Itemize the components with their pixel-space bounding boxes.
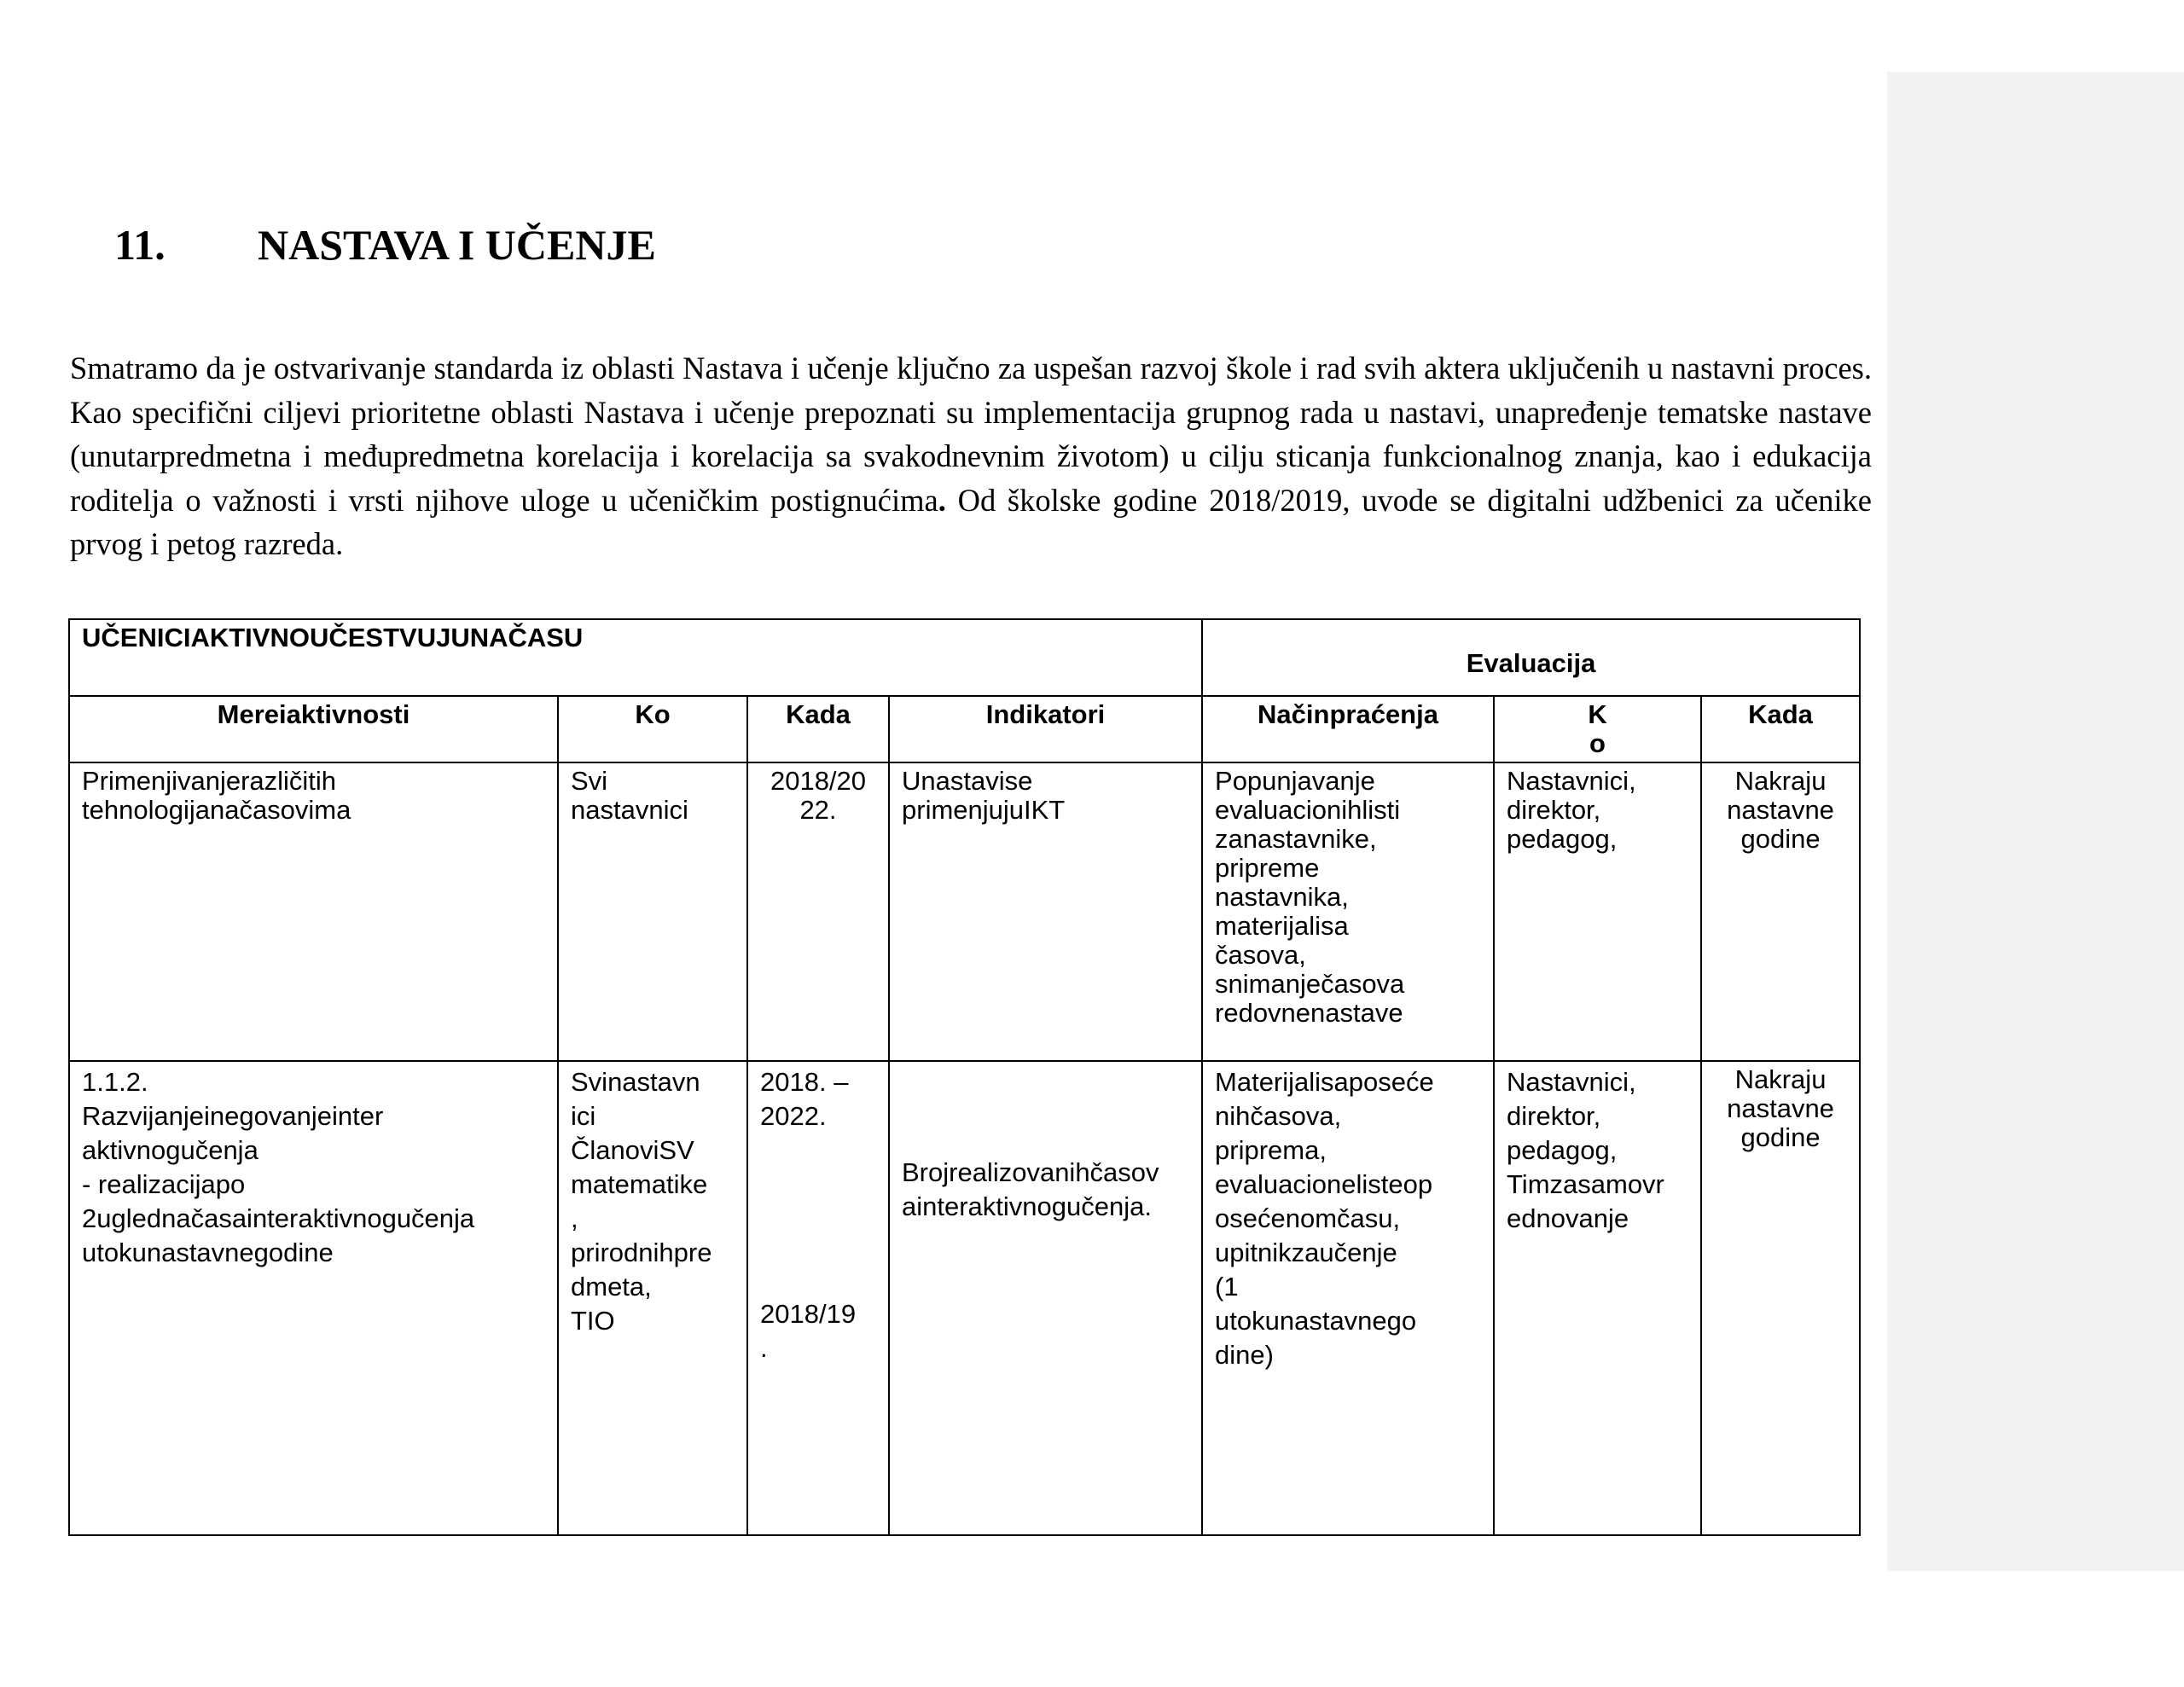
table-row	[69, 762, 1860, 1061]
row1-mere: Primenjivanjerazličitih tehnologijanačasovima	[69, 762, 558, 1061]
col-header-eval-kada: Kada	[1701, 696, 1860, 762]
row1-ko: Svi nastavnici	[558, 762, 747, 1061]
row2-mere: 1.1.2. Razvijanjeinegovanjeinter aktivnogučenja - realizacijapo 2uglednačasainteraktivnogučenja utokunastavnegodine	[69, 1061, 558, 1535]
intro-text-part2: Od školske godine 2018/2019, uvode se digitalni udžbenici za učenike prvog i petog razreda.	[70, 482, 1872, 561]
col-header-indikatori: Indikatori	[889, 696, 1202, 762]
evaluation-header: Evaluacija	[1202, 619, 1860, 696]
row1-kada: 2018/20 22.	[747, 762, 889, 1061]
col-header-kada: Kada	[747, 696, 889, 762]
row1-eval-kada: Nakraju nastavne godine	[1701, 762, 1860, 1061]
row2-eval-ko: Nastavnici, direktor, pedagog, Timzasamovr ednovanje	[1494, 1061, 1701, 1535]
col-header-mere: Mereiaktivnosti	[69, 696, 558, 762]
intro-text-part1: Smatramo da je ostvarivanje standarda iz oblasti Nastava i učenje ključno za uspešan razvoj škole i rad svih aktera uključenih u nastavni proces. Kao specifični ciljevi prioritetne oblasti Nastava i učenje prepoznati su implementacija grupnog rada u nastavi, unapređenje tematske nastave (unutarpredmetna i međupredmetna korelacija i korelacija sa svakodnevnim životom) u cilju sticanja funkcionalnog znanja, kao i edukacija roditelja o važnosti i vrsti njihove uloge u učeničkim postignućima	[70, 351, 1872, 518]
row2-kada-second: 2018/19 .	[760, 1299, 857, 1363]
table-title-row	[69, 619, 1860, 696]
row2-kada	[747, 1061, 889, 1535]
row1-eval-ko: Nastavnici, direktor, pedagog,	[1494, 762, 1701, 1061]
table-header-row	[69, 696, 1860, 762]
col-header-ko: Ko	[558, 696, 747, 762]
row1-indikatori: Unastavise primenjujuIKT	[889, 762, 1202, 1061]
section-title: NASTAVA I UČENJE	[258, 221, 656, 269]
activity-table	[68, 618, 1861, 1536]
row2-eval-kada: Nakraju nastavne godine	[1701, 1061, 1860, 1535]
col-header-nacin: Načinpraćenja	[1202, 696, 1494, 762]
table-row	[69, 1061, 1860, 1535]
section-number: 11.	[114, 221, 166, 269]
row2-kada-first: 2018. – 2022.	[760, 1067, 849, 1131]
row2-indikatori: Brojrealizovanihčasov ainteraktivnogučenja.	[889, 1061, 1202, 1535]
section-heading	[114, 215, 656, 275]
intro-paragraph	[70, 346, 1872, 566]
row1-nacin: Popunjavanje evaluacionihlisti zanastavnike, pripreme nastavnika, materijalisa časova, snimanječasova redovnenastave	[1202, 762, 1494, 1061]
row2-ko: Svinastavn ici ČlanoviSV matematike , prirodnihpre dmeta, TIO	[558, 1061, 747, 1535]
intro-bold-dot: .	[938, 482, 946, 518]
comment-pane	[1887, 72, 2184, 1571]
col-header-eval-ko: K o	[1494, 696, 1701, 762]
row2-nacin: Materijalisaposeće nihčasova, priprema, evaluacionelisteop osećenomčasu, upitnikzaučenje (1 utokunastavnego dine)	[1202, 1061, 1494, 1535]
table-title: UČENICIAKTIVNOUČESTVUJUNAČASU	[69, 619, 1202, 696]
